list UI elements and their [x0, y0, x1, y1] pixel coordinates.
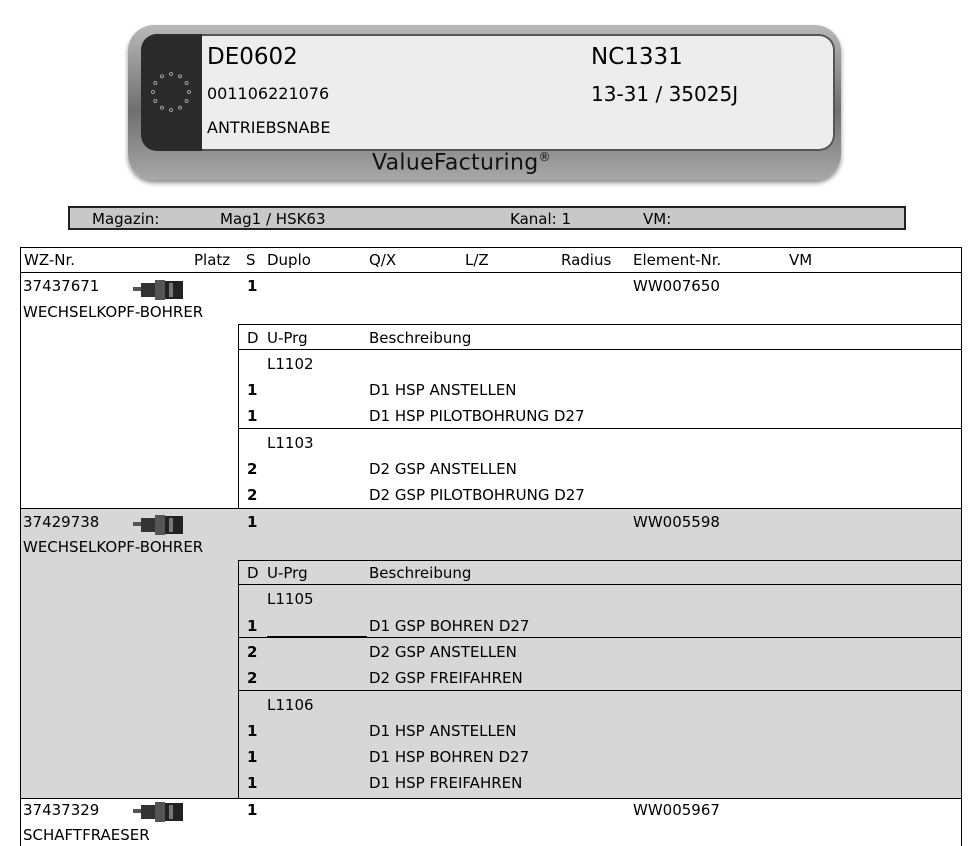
step-d: 1 [247, 617, 258, 635]
sub-col-uprg: U-Prg [267, 564, 308, 582]
program-name: L1106 [267, 696, 314, 714]
header-divider [21, 272, 961, 273]
plate-number: 001106221076 [207, 84, 330, 103]
tool-divider [21, 508, 961, 509]
sub-col-d: D [247, 564, 259, 582]
step-text: D2 GSP ANSTELLEN [369, 643, 517, 661]
tool-element-nr: WW005598 [633, 513, 720, 531]
step-text: D2 GSP PILOTBOHRUNG D27 [369, 486, 585, 504]
step-d: 1 [247, 722, 258, 740]
sub-col-d: D [247, 329, 259, 347]
divider [238, 428, 961, 429]
plate-part: ANTRIEBSNABE [207, 118, 331, 137]
plate-sub: 13-31 / 35025J [591, 82, 739, 106]
sub-col-beschreibung: Beschreibung [369, 564, 472, 582]
tool-wz-nr: 37429738 [23, 513, 100, 531]
magazin-label: Magazin: [92, 210, 160, 228]
sub-col-uprg: U-Prg [267, 329, 308, 347]
step-d: 2 [247, 486, 258, 504]
step-d: 1 [247, 774, 258, 792]
col-vm: VM [789, 251, 813, 269]
step-text: D1 GSP BOHREN D27 [369, 617, 530, 635]
drill-tool-icon [131, 513, 187, 537]
tool-name: WECHSELKOPF-BOHRER [23, 538, 204, 556]
tool-wz-nr: 37437329 [23, 801, 100, 819]
tool-name: SCHAFTFRAESER [23, 826, 150, 844]
plate-code-right: NC1331 [591, 44, 683, 70]
divider [238, 584, 961, 585]
eu-stars-icon [149, 70, 193, 114]
brand-label [372, 150, 551, 175]
step-text: D2 GSP ANSTELLEN [369, 460, 517, 478]
tool-divider [21, 798, 961, 799]
tool-name: WECHSELKOPF-BOHRER [23, 303, 204, 321]
tool-element-nr: WW005967 [633, 801, 720, 819]
divider [238, 349, 961, 350]
step-text: D1 HSP FREIFAHREN [369, 774, 523, 792]
tool-s: 1 [247, 801, 258, 819]
tool-s: 1 [247, 277, 258, 295]
program-name: L1105 [267, 590, 314, 608]
col-duplo: Duplo [267, 251, 311, 269]
step-d: 2 [247, 669, 258, 687]
col-qx: Q/X [369, 251, 397, 269]
divider [238, 690, 961, 691]
brand-name: ValueFacturing [372, 150, 539, 176]
col-element: Element-Nr. [633, 251, 722, 269]
tool-table [20, 247, 962, 846]
divider [238, 637, 961, 638]
license-plate [141, 34, 835, 151]
sub-col-beschreibung: Beschreibung [369, 329, 472, 347]
tool-wz-nr: 37437671 [23, 277, 100, 295]
step-text: D1 HSP ANSTELLEN [369, 381, 517, 399]
vm-label: VM: [643, 210, 672, 228]
magazin-bar [68, 206, 906, 230]
divider [238, 324, 961, 325]
step-text: D1 HSP ANSTELLEN [369, 722, 517, 740]
tool-s: 1 [247, 513, 258, 531]
program-name: L1102 [267, 355, 314, 373]
eu-band [141, 34, 202, 151]
col-wz: WZ-Nr. [24, 251, 76, 269]
magazin-value: Mag1 / HSK63 [220, 210, 326, 228]
drill-tool-icon [131, 278, 187, 302]
divider [238, 324, 239, 508]
step-d: 2 [247, 643, 258, 661]
divider [238, 560, 961, 561]
kanal-value: Kanal: 1 [510, 210, 571, 228]
step-d: 2 [247, 460, 258, 478]
program-name: L1103 [267, 434, 314, 452]
divider [238, 560, 239, 798]
col-radius: Radius [561, 251, 612, 269]
brand-mark: ® [538, 150, 551, 164]
step-d: 1 [247, 407, 258, 425]
col-s: S [246, 251, 256, 269]
step-d: 1 [247, 381, 258, 399]
plate-code-left: DE0602 [207, 44, 298, 70]
step-d: 1 [247, 748, 258, 766]
col-platz: Platz [194, 251, 231, 269]
step-text: D1 HSP BOHREN D27 [369, 748, 530, 766]
col-lz: L/Z [465, 251, 489, 269]
step-text: D1 HSP PILOTBOHRUNG D27 [369, 407, 585, 425]
mill-tool-icon [131, 800, 187, 824]
tool-element-nr: WW007650 [633, 277, 720, 295]
step-text: D2 GSP FREIFAHREN [369, 669, 523, 687]
